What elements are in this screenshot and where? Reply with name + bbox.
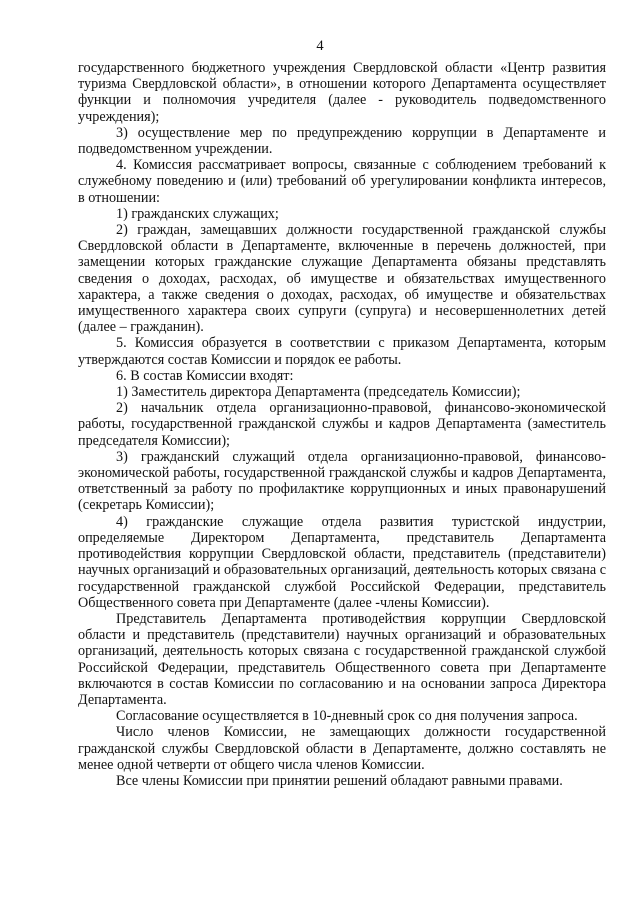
- document-body: [78, 60, 606, 789]
- paragraph: 5. Комиссия образуется в соответствии с приказом Департамента, которым утверждаются состав Комиссии и порядок ее работы.: [78, 335, 606, 368]
- paragraph-continuation: государственного бюджетного учреждения Свердловской области «Центр развития туризма Свердловской области», в отношении которого Департамента осуществляет функции и полномочия учредителя (далее - руководитель подведомственного учреждения);: [78, 60, 606, 125]
- paragraph: 3) осуществление мер по предупреждению коррупции в Департаменте и подведомственном учреждении.: [78, 124, 606, 158]
- paragraph: 2) граждан, замещавших должности государственной гражданской службы Свердловской области в Департаменте, включенные в перечень должностей, при замещении которых гражданские служащие Департамента обязаны представлять сведения о доходах, расходах, об имуществе и обязательствах имущественного характера, а также сведения о доходах, расходах, об имуществе и обязательствах имущественного характера своих супруги (супруга) и несовершеннолетних детей (далее – гражданин).: [78, 222, 606, 336]
- page-number: 4: [316, 38, 324, 54]
- paragraph: 1) гражданских служащих;: [116, 205, 279, 222]
- paragraph: Представитель Департамента противодействия коррупции Свердловской области и представитель (представители) научных организаций и образовательных организаций, деятельность которых связана с государственной гражданской службой Российской Федерации, представитель Общественного совета при Департаменте включаются в состав Комиссии по согласованию и на основании запроса Директора Департамента.: [78, 610, 606, 708]
- paragraph: 1) Заместитель директора Департамента (председатель Комиссии);: [116, 384, 521, 401]
- paragraph: 3) гражданский служащий отдела организационно-правовой, финансово-экономической работы, государственной гражданской службы и кадров Департамента, ответственный за работу по профилактике коррупционных и иных правонарушений (секретарь Комиссии);: [78, 448, 606, 514]
- paragraph: 2) начальник отдела организационно-правовой, финансово-экономической работы, государственной гражданской службы и кадров Департамента (заместитель председателя Комиссии);: [78, 400, 606, 449]
- paragraph: 4. Комиссия рассматривает вопросы, связанные с соблюдением требований к служебному поведению и (или) требований об урегулировании конфликта интересов, в отношении:: [78, 157, 606, 206]
- paragraph: 6. В состав Комиссии входят:: [116, 367, 294, 384]
- paragraph: Все члены Комиссии при принятии решений обладают равными правами.: [116, 772, 563, 789]
- paragraph: 4) гражданские служащие отдела развития туристской индустрии, определяемые Директором Департамента, представитель Департамента противодействия коррупции Свердловской области, представитель (представители) научных организаций и образовательных организаций, деятельность которых связана с государственной гражданской службой Российской Федерации, представитель Общественного совета при Департаменте (далее -члены Комиссии).: [78, 513, 606, 611]
- paragraph: Число членов Комиссии, не замещающих должности государственной гражданской службы Свердловской области в Департаменте, должно составлять не менее одной четверти от общего числа членов Комиссии.: [78, 724, 606, 773]
- paragraph: Согласование осуществляется в 10-дневный срок со дня получения запроса.: [116, 708, 578, 725]
